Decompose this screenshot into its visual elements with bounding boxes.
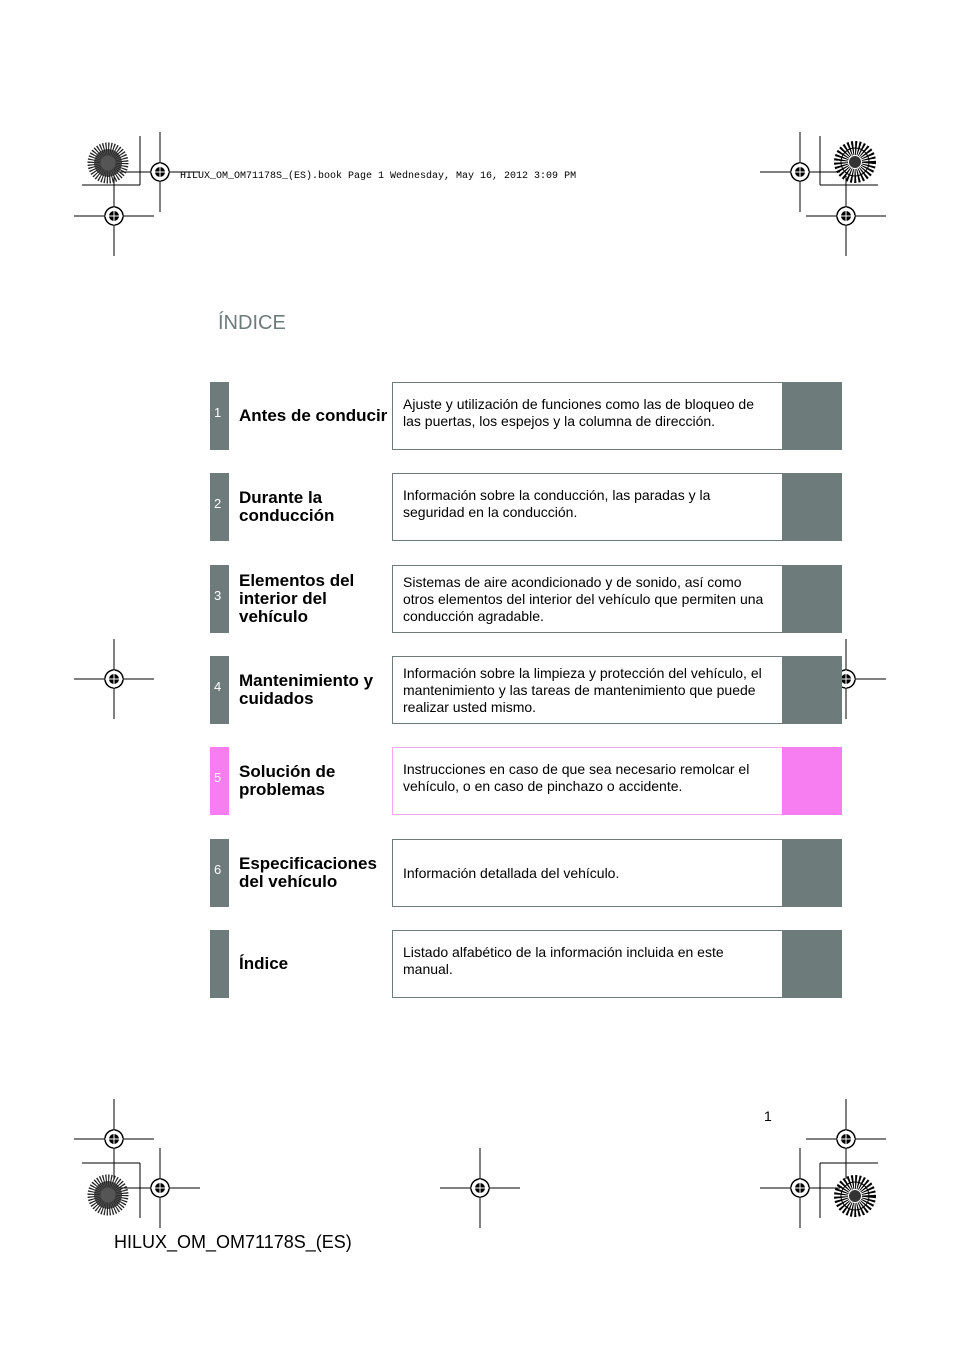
section-thumb-tab [782, 839, 842, 907]
section-thumb-tab [782, 382, 842, 450]
section-number-tab [210, 930, 229, 998]
section-description: Instrucciones en caso de que sea necesario remolcar el vehículo, o en caso de pinchazo o accidente. [392, 747, 784, 815]
section-title[interactable]: Elementos del interior del vehículo [239, 571, 355, 626]
print-info-line: HILUX_OM_OM71178S_(ES).book Page 1 Wednesday, May 16, 2012 3:09 PM [180, 171, 577, 182]
section-number-tab: 3 [210, 565, 229, 633]
section-thumb-tab [782, 565, 842, 633]
toc-row-elementos-del-interior[interactable] [210, 565, 842, 633]
page-title: ÍNDICE [218, 312, 286, 334]
section-number-tab: 6 [210, 839, 229, 907]
section-number-tab: 5 [210, 747, 229, 815]
section-number-tab: 2 [210, 473, 229, 541]
section-title[interactable]: Mantenimiento y cuidados [239, 671, 374, 708]
section-number-tab: 4 [210, 656, 229, 724]
section-description: Información sobre la limpieza y protección del vehículo, el mantenimiento y las tareas de mantenimiento que puede realizar usted mismo. [392, 656, 784, 724]
section-thumb-tab [782, 747, 842, 815]
section-title[interactable]: Índice [239, 954, 289, 973]
section-title[interactable]: Durante la conducción [239, 488, 335, 525]
section-description: Información sobre la conducción, las paradas y la seguridad en la conducción. [392, 473, 784, 541]
toc-row-especificaciones[interactable] [210, 839, 842, 907]
section-description: Listado alfabético de la información incluida en este manual. [392, 930, 784, 998]
section-thumb-tab [782, 930, 842, 998]
section-title[interactable]: Especificaciones del vehículo [239, 854, 377, 891]
toc-row-indice[interactable] [210, 930, 842, 998]
document-code: HILUX_OM_OM71178S_(ES) [114, 1232, 352, 1252]
section-description: Sistemas de aire acondicionado y de sonido, así como otros elementos del interior del vehículo que permiten una conducción agradable. [392, 565, 784, 633]
section-description: Información detallada del vehículo. [392, 839, 784, 907]
toc-row-mantenimiento-y-cuidados[interactable] [210, 656, 842, 724]
page-number: 1 [764, 1108, 772, 1124]
toc-row-solucion-de-problemas[interactable] [210, 747, 842, 815]
section-title[interactable]: Solución de problemas [239, 762, 336, 799]
section-thumb-tab [782, 656, 842, 724]
section-thumb-tab [782, 473, 842, 541]
toc-row-antes-de-conducir[interactable] [210, 382, 842, 450]
section-title[interactable]: Antes de conducir [239, 406, 388, 425]
section-description: Ajuste y utilización de funciones como las de bloqueo de las puertas, los espejos y la columna de dirección. [392, 382, 784, 450]
toc-row-durante-la-conduccion[interactable] [210, 473, 842, 541]
section-number-tab: 1 [210, 382, 229, 450]
